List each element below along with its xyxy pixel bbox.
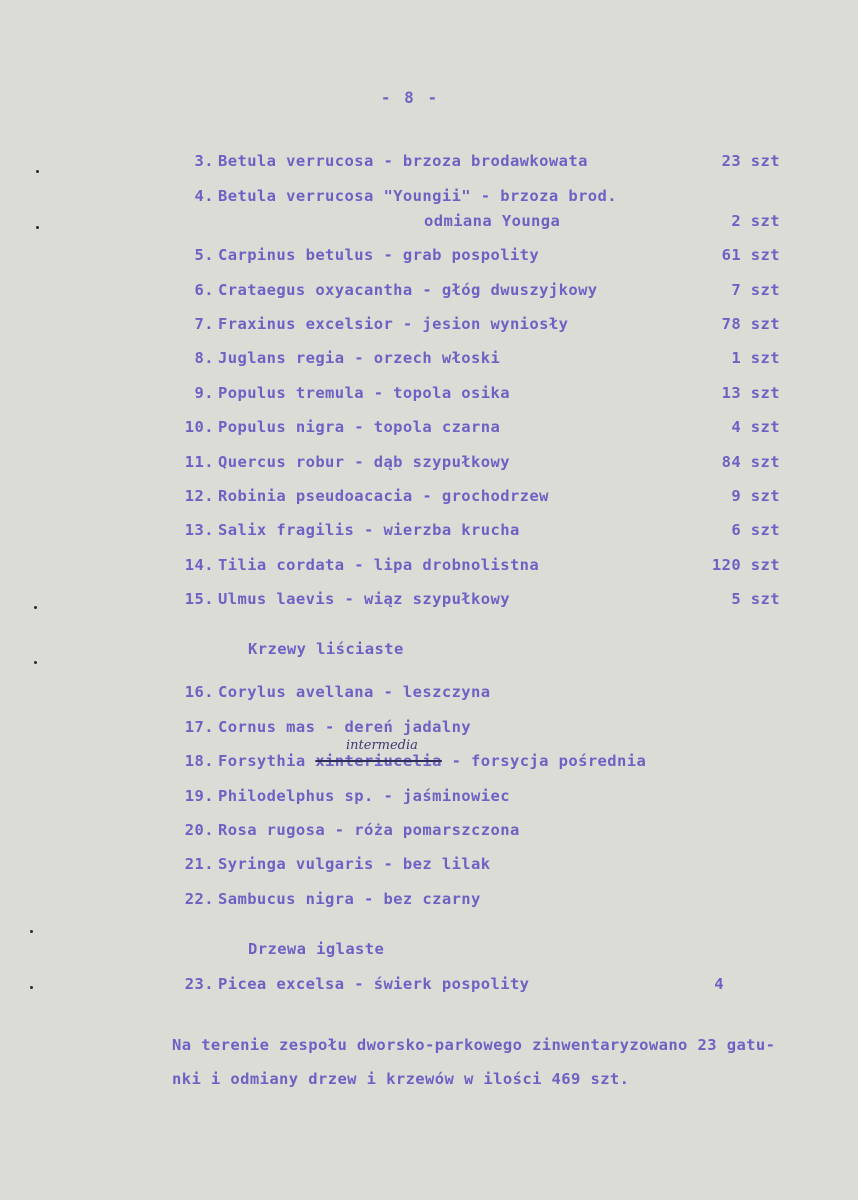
margin-speck xyxy=(36,226,39,229)
item-quantity: 61 szt xyxy=(721,246,780,264)
margin-speck xyxy=(34,606,37,609)
list-item xyxy=(168,821,780,839)
item-name: Populus nigra - topola czarna xyxy=(218,418,501,436)
item-name: Robinia pseudoacacia - grochodrzew xyxy=(218,487,549,505)
item-number: 7. xyxy=(194,315,214,333)
item-name: Philodelphus sp. - jaśminowiec xyxy=(218,787,510,805)
item-name: Betula verrucosa "Youngii" - brzoza brod. xyxy=(218,187,618,205)
list-item xyxy=(168,855,780,873)
list-item xyxy=(168,315,780,333)
item-number: 17. xyxy=(184,718,214,736)
section-title-shrubs: Krzewy liściaste xyxy=(248,640,404,658)
item-number: 5. xyxy=(194,246,214,264)
item-name-suffix: - forsycja pośrednia xyxy=(441,752,647,770)
item-number: 8. xyxy=(194,349,214,367)
margin-speck xyxy=(30,986,33,989)
item-quantity: 120 szt xyxy=(711,556,780,574)
item-number: 20. xyxy=(184,821,214,839)
item-quantity: 84 szt xyxy=(721,453,780,471)
item-number: 11. xyxy=(184,453,214,471)
item-quantity: 2 szt xyxy=(731,212,780,230)
list-item xyxy=(168,187,780,205)
item-number: 6. xyxy=(194,281,214,299)
item-name: Crataegus oxyacantha - głóg dwuszyjkowy xyxy=(218,281,598,299)
list-item xyxy=(168,418,780,436)
item-number: 15. xyxy=(184,590,214,608)
item-number: 3. xyxy=(194,152,214,170)
list-item xyxy=(168,521,780,539)
item-name: Corylus avellana - leszczyna xyxy=(218,683,491,701)
item-name: Fraxinus excelsior - jesion wyniosły xyxy=(218,315,569,333)
item-number: 21. xyxy=(184,855,214,873)
item-quantity: 9 szt xyxy=(731,487,780,505)
list-item xyxy=(168,349,780,367)
list-item xyxy=(168,890,780,908)
item-quantity: 13 szt xyxy=(721,384,780,402)
item-name: Quercus robur - dąb szypułkowy xyxy=(218,453,510,471)
list-item xyxy=(168,752,808,770)
list-item xyxy=(168,384,780,402)
list-item xyxy=(168,718,780,736)
item-number: 9. xyxy=(194,384,214,402)
item-name: Ulmus laevis - wiąz szypułkowy xyxy=(218,590,510,608)
margin-speck xyxy=(30,930,33,933)
item-quantity: 78 szt xyxy=(721,315,780,333)
list-item xyxy=(168,281,780,299)
page-number: - 8 - xyxy=(380,88,440,107)
item-name: Picea excelsa - świerk pospolity xyxy=(218,975,530,993)
list-item xyxy=(168,453,780,471)
item-name-prefix: Forsythia xyxy=(218,752,316,770)
list-item xyxy=(168,556,780,574)
item-number: 12. xyxy=(184,487,214,505)
item-name: Syringa vulgaris - bez lilak xyxy=(218,855,491,873)
item-name: Tilia cordata - lipa drobnolistna xyxy=(218,556,540,574)
item-name-continuation: odmiana Younga xyxy=(424,212,561,230)
item-quantity: 1 szt xyxy=(731,349,780,367)
item-name: Juglans regia - orzech włoski xyxy=(218,349,501,367)
item-number: 13. xyxy=(184,521,214,539)
list-item xyxy=(168,152,780,170)
summary-line-2: nki i odmiany drzew i krzewów w ilości 469 szt. xyxy=(172,1070,630,1088)
item-quantity: 6 szt xyxy=(731,521,780,539)
item-number: 16. xyxy=(184,683,214,701)
item-quantity: 5 szt xyxy=(731,590,780,608)
item-name: Cornus mas - dereń jadalny xyxy=(218,718,472,736)
margin-speck xyxy=(34,661,37,664)
item-number: 18. xyxy=(184,752,214,770)
list-item xyxy=(168,487,780,505)
item-name: Rosa rugosa - róża pomarszczona xyxy=(218,821,520,839)
margin-speck xyxy=(36,170,39,173)
item-quantity: 7 szt xyxy=(731,281,780,299)
list-item xyxy=(168,683,780,701)
item-quantity: 4 xyxy=(714,975,724,993)
item-number: 10. xyxy=(184,418,214,436)
item-name: Populus tremula - topola osika xyxy=(218,384,510,402)
struck-through-text: xinteriucelia xyxy=(315,752,442,770)
item-name: Salix fragilis - wierzba krucha xyxy=(218,521,520,539)
item-number: 22. xyxy=(184,890,214,908)
item-number: 14. xyxy=(184,556,214,574)
item-number: 19. xyxy=(184,787,214,805)
item-name: Carpinus betulus - grab pospolity xyxy=(218,246,540,264)
item-number: 4. xyxy=(194,187,214,205)
list-item xyxy=(168,787,780,805)
list-item xyxy=(168,246,780,264)
list-item xyxy=(168,975,724,993)
item-name: Betula verrucosa - brzoza brodawkowata xyxy=(218,152,588,170)
section-title-conifers: Drzewa iglaste xyxy=(248,940,385,958)
item-quantity: 4 szt xyxy=(731,418,780,436)
item-name: Sambucus nigra - bez czarny xyxy=(218,890,481,908)
item-number: 23. xyxy=(184,975,214,993)
summary-line-1: Na terenie zespołu dworsko-parkowego zinwentaryzowano 23 gatu- xyxy=(172,1036,776,1054)
item-quantity: 23 szt xyxy=(721,152,780,170)
list-item xyxy=(168,590,780,608)
handwritten-correction: intermedia xyxy=(346,738,418,753)
